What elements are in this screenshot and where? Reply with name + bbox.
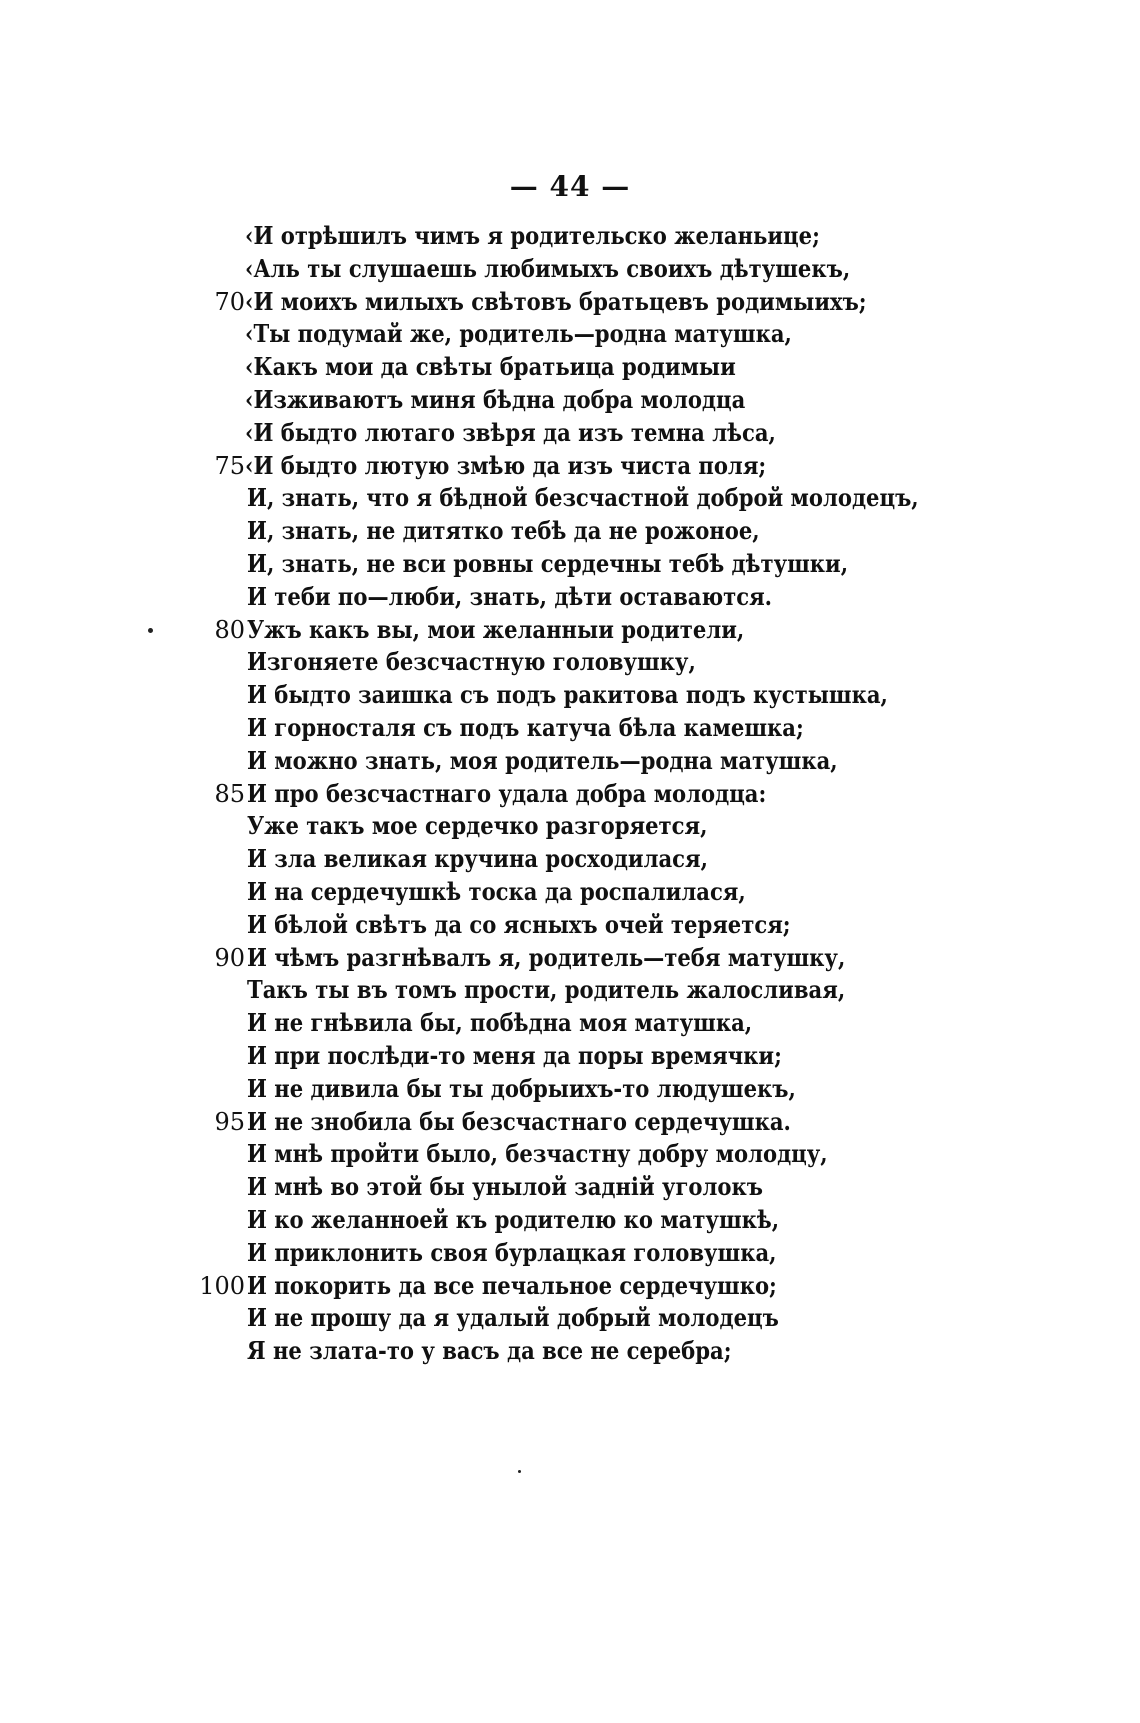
- line-text: И, знать, не вси ровны сердечны тебѣ дѣтушки,: [247, 548, 849, 578]
- poem-line: [200, 1335, 960, 1368]
- poem-line: [200, 1237, 960, 1270]
- poem-line: [200, 1302, 960, 1335]
- line-text: И быдто заишка съ подъ ракитова подъ кустышка,: [247, 680, 888, 710]
- line-text: И про безсчастнаго удала добра молодца:: [247, 778, 767, 808]
- line-text: Такъ ты въ томъ прости, родитель жалосливая,: [247, 975, 846, 1005]
- line-text: И не прошу да я удалый добрый молодецъ: [247, 1303, 779, 1333]
- poem-line: [200, 1106, 960, 1139]
- line-text: Уже такъ мое сердечко разгоряется,: [247, 811, 708, 841]
- line-text: ‹И моихъ милыхъ свѣтовъ братьцевъ родимыихъ;: [245, 286, 867, 316]
- line-text: И на сердечушкѣ тоска да роспалилася,: [247, 876, 746, 906]
- page-number: — 44 —: [509, 170, 631, 203]
- poem-line: [200, 1270, 960, 1303]
- line-text: И, знать, не дитятко тебѣ да не рожоное,: [247, 516, 760, 546]
- poem-line: [200, 515, 960, 548]
- poem-line: [200, 417, 960, 450]
- line-text: Я не злата-то у васъ да все не серебра;: [247, 1336, 732, 1366]
- poem-line: [200, 974, 960, 1007]
- print-speck: [518, 1470, 521, 1473]
- line-number: 100: [199, 1271, 245, 1300]
- line-text: И не дивила бы ты добрыихъ-то людушекъ,: [247, 1073, 796, 1103]
- poem-line: [200, 876, 960, 909]
- line-text: И мнѣ пройти было, безчастну добру молодцу,: [247, 1139, 828, 1169]
- line-text: И, знать, что я бѣдной безсчастной доброй молодецъ,: [247, 483, 919, 513]
- line-number: 70: [214, 287, 245, 316]
- line-text: И горносталя съ подъ катуча бѣла камешка;: [247, 712, 804, 742]
- poem-line: [200, 614, 960, 647]
- poem-line: [200, 1171, 960, 1204]
- poem-line: [200, 581, 960, 614]
- line-text: И ко желанноей къ родителю ко матушкѣ,: [247, 1204, 780, 1234]
- poem-line: [200, 712, 960, 745]
- line-text: И покорить да все печальное сердечушко;: [247, 1270, 777, 1300]
- poem-line: [200, 286, 960, 319]
- poem-line: [200, 482, 960, 515]
- line-number: 80: [214, 615, 245, 644]
- poem-line: [200, 843, 960, 876]
- line-text: И не знобила бы безсчастнаго сердечушка.: [247, 1106, 791, 1136]
- poem-line: [200, 909, 960, 942]
- line-text: И теби по—люби, знать, дѣти оставаются.: [247, 581, 773, 611]
- line-text: Изгоняете безсчастную головушку,: [247, 647, 696, 677]
- line-text: И при послѣди-то меня да поры времячки;: [247, 1040, 782, 1070]
- poem-line: [200, 1204, 960, 1237]
- line-text: ‹И отрѣшилъ чимъ я родительско желаньице;: [245, 221, 820, 250]
- line-text: ‹Какъ мои да свѣты братьица родимыи: [245, 352, 736, 382]
- poem-line: [200, 679, 960, 712]
- poem-line: [200, 351, 960, 384]
- line-number: 95: [214, 1107, 245, 1136]
- poem-line: [200, 942, 960, 975]
- line-text: И можно знать, моя родитель—родна матушка,: [247, 745, 838, 775]
- line-text: ‹Ты подумай же, родитель—родна матушка,: [245, 319, 792, 349]
- poem-line: [200, 1138, 960, 1171]
- line-text: ‹Аль ты слушаешь любимыхъ своихъ дѣтушекъ,: [245, 253, 851, 283]
- poem-line: [200, 745, 960, 778]
- poem-line: [200, 810, 960, 843]
- line-number: 75: [214, 451, 245, 480]
- poem-line: [200, 384, 960, 417]
- poem-line: [200, 220, 960, 253]
- poem-text-block: [200, 220, 960, 1368]
- line-number: 85: [214, 779, 245, 808]
- line-text: И бѣлой свѣтъ да со ясныхъ очей теряется;: [247, 909, 791, 939]
- poem-line: [200, 450, 960, 483]
- poem-line: [200, 1040, 960, 1073]
- poem-line: [200, 1073, 960, 1106]
- line-text: ‹И быдто лютаго звѣря да изъ темна лѣса,: [245, 417, 776, 447]
- line-text: И мнѣ во этой бы унылой задній уголокъ: [247, 1172, 763, 1202]
- line-number: 90: [214, 943, 245, 972]
- poem-line: [200, 646, 960, 679]
- line-text: И чѣмъ разгнѣвалъ я, родитель—тебя матушку,: [247, 942, 846, 972]
- line-text: Ужъ какъ вы, мои желанныи родители,: [247, 614, 745, 644]
- poem-line: [200, 778, 960, 811]
- line-text: И зла великая кручина росходилася,: [247, 844, 708, 874]
- line-text: И приклонить своя бурлацкая головушка,: [247, 1237, 777, 1267]
- print-speck: [148, 628, 153, 633]
- line-text: ‹Изживаютъ миня бѣдна добра молодца: [245, 384, 746, 414]
- poem-line: [200, 1007, 960, 1040]
- poem-line: [200, 318, 960, 351]
- line-text: ‹И быдто лютую змѣю да изъ чиста поля;: [245, 450, 767, 480]
- poem-line: [200, 253, 960, 286]
- poem-line: [200, 548, 960, 581]
- line-text: И не гнѣвила бы, побѣдна моя матушка,: [247, 1008, 753, 1038]
